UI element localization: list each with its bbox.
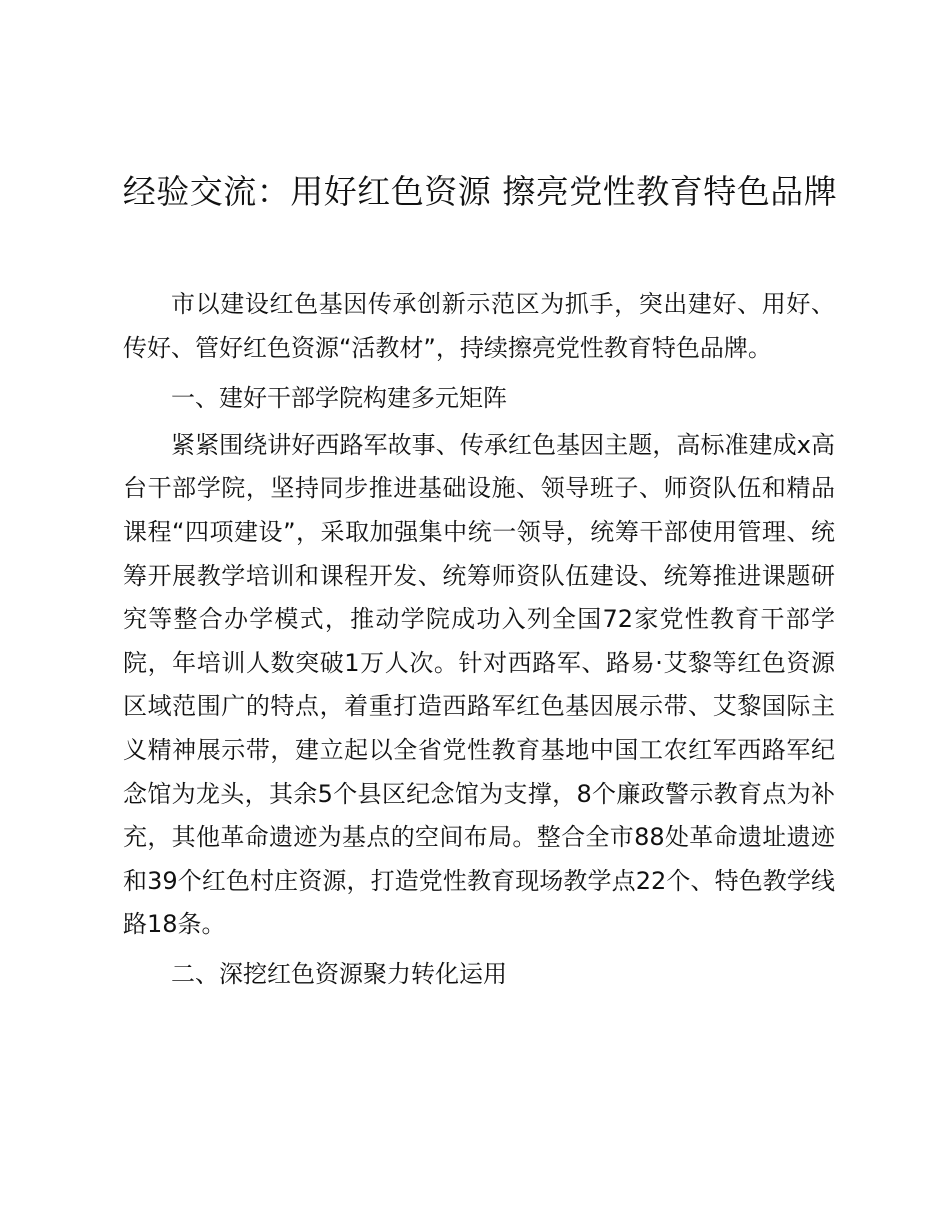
section-1-paragraph: 紧紧围绕讲好西路军故事、传承红色基因主题，高标准建成x高台干部学院，坚持同步推进基础设施、领导班子、师资队伍和精品课程“四项建设”，采取加强集中统一领导，统筹干部使用管理、统筹开展教学培训和课程开发、统筹师资队伍建设、统筹推进课题研究等整合办学模式，推动学院成功入列全国72家党性教育干部学院，年培训人数突破1万人次。针对西路军、路易·艾黎等红色资源区域范围广的特点，着重打造西路军红色基因展示带、艾黎国际主义精神展示带，建立起以全省党性教育基地中国工农红军西路军纪念馆为龙头，其余5个县区纪念馆为支撑，8个廉政警示教育点为补充，其他革命遗迹为基点的空间布局。整合全市88处革命遗址遗迹和39个红色村庄资源，打造党性教育现场教学点22个、特色教学线路18条。: [123, 430, 835, 939]
section-heading-2: 二、深挖红色资源聚力转化运用: [171, 959, 507, 988]
intro-paragraph: 市以建设红色基因传承创新示范区为抓手，突出建好、用好、传好、管好红色资源“活教材”，持续擦亮党性教育特色品牌。: [123, 290, 835, 362]
document-title: 经验交流：用好红色资源 擦亮党性教育特色品牌: [122, 172, 838, 211]
section-heading-1: 一、建好干部学院构建多元矩阵: [171, 384, 507, 413]
document-body: [123, 283, 835, 1000]
